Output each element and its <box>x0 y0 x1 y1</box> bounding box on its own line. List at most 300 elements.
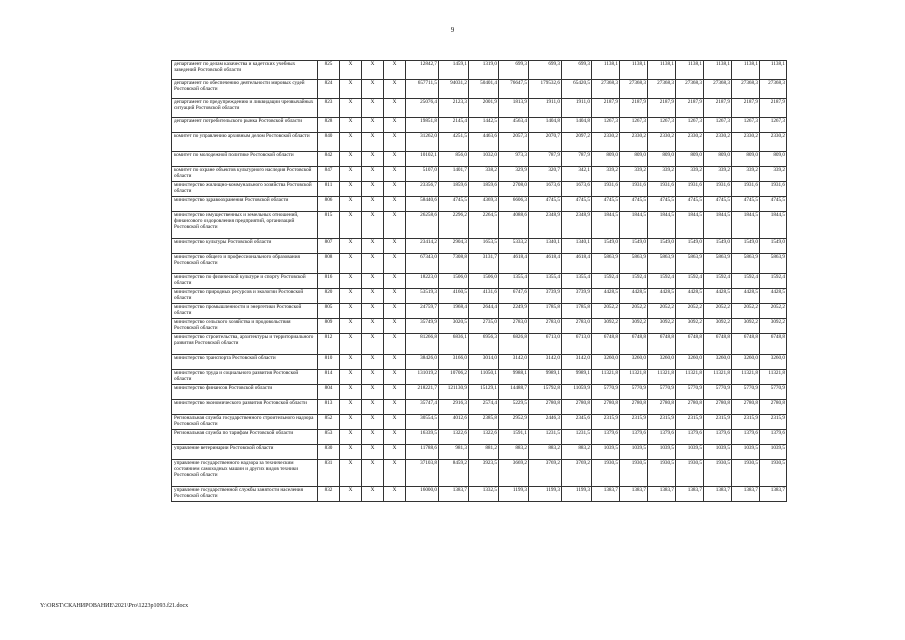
row-x1: X <box>340 430 362 445</box>
row-x2: X <box>362 430 384 445</box>
row-value: 11321,8 <box>648 370 676 385</box>
row-value: 1032,0 <box>469 152 499 167</box>
row-value: 2315,9 <box>704 415 732 430</box>
row-name: Региональная служба по тарифам Ростовской области <box>172 430 318 445</box>
row-value: 4745,5 <box>439 197 469 212</box>
row-value: 1592,4 <box>648 274 676 289</box>
row-value: 5863,9 <box>760 254 787 274</box>
row-x2: X <box>362 152 384 167</box>
row-value: 27368,3 <box>704 80 732 99</box>
row-value: 1138,1 <box>592 61 620 80</box>
row-value: 1549,0 <box>704 239 732 254</box>
row-x2: X <box>362 99 384 118</box>
row-value: 1379,6 <box>676 430 704 445</box>
row-value: 2348,9 <box>529 212 562 239</box>
row-value: 1549,0 <box>592 239 620 254</box>
row-value: 2187,9 <box>648 99 676 118</box>
row-code: 806 <box>318 197 340 212</box>
row-value: 4745,5 <box>648 197 676 212</box>
row-value: 809,0 <box>620 152 648 167</box>
row-x1: X <box>340 415 362 430</box>
row-value: 1138,1 <box>620 61 648 80</box>
row-value: 2187,9 <box>676 99 704 118</box>
row-x1: X <box>340 289 362 304</box>
row-value: 1549,0 <box>620 239 648 254</box>
row-name: комитет по молодежной политике Ростовской области <box>172 152 318 167</box>
row-value: 2315,9 <box>732 415 760 430</box>
row-value: 339,2 <box>620 167 648 182</box>
row-x3: X <box>384 254 406 274</box>
row-value: 2187,9 <box>620 99 648 118</box>
row-value: 4088,6 <box>499 212 529 239</box>
row-value: 9989,1 <box>529 370 562 385</box>
row-value: 1383,7 <box>592 487 620 502</box>
row-code: 810 <box>318 355 340 370</box>
row-name: департамент по делам казачества и кадетских учебных заведений Ростовской области <box>172 61 318 80</box>
row-value: 1138,1 <box>704 61 732 80</box>
row-value: 5770,9 <box>676 385 704 400</box>
row-value: 1844,5 <box>620 212 648 239</box>
row-value: 1673,6 <box>562 182 592 197</box>
row-value: 1383,7 <box>439 487 469 502</box>
table-row <box>172 304 787 319</box>
row-value: 27368,3 <box>676 80 704 99</box>
row-value: 11321,8 <box>676 370 704 385</box>
row-value: 4745,5 <box>562 197 592 212</box>
row-value: 2001,9 <box>469 99 499 118</box>
row-value: 4428,5 <box>620 289 648 304</box>
row-value: 15129,1 <box>469 385 499 400</box>
row-value: 67343,0 <box>406 254 439 274</box>
row-value: 3166,0 <box>439 355 469 370</box>
row-value: 1591,1 <box>499 430 529 445</box>
row-value: 329,9 <box>499 167 529 182</box>
row-value: 6748,8 <box>732 334 760 355</box>
table-row <box>172 415 787 430</box>
row-x1: X <box>340 99 362 118</box>
row-code: 814 <box>318 370 340 385</box>
row-value: 1355,4 <box>562 274 592 289</box>
row-x1: X <box>340 167 362 182</box>
row-value: 35749,9 <box>406 319 439 334</box>
row-value: 3739,9 <box>562 289 592 304</box>
row-value: 2783,0 <box>499 319 529 334</box>
table-body <box>172 61 787 502</box>
row-code: 820 <box>318 289 340 304</box>
row-value: 121130,9 <box>439 385 469 400</box>
row-value: 1844,5 <box>704 212 732 239</box>
row-value: 1844,5 <box>592 212 620 239</box>
row-value: 1340,1 <box>562 239 592 254</box>
row-value: 2330,2 <box>592 133 620 152</box>
row-name: министерство экономического развития Ростовской области <box>172 400 318 415</box>
row-code: 812 <box>318 334 340 355</box>
row-value: 856,0 <box>439 152 469 167</box>
row-x3: X <box>384 460 406 487</box>
row-value: 2057,3 <box>499 133 529 152</box>
row-value: 4428,5 <box>676 289 704 304</box>
row-name: министерство транспорта Ростовской области <box>172 355 318 370</box>
row-value: 4012,6 <box>439 415 469 430</box>
row-value: 4428,5 <box>704 289 732 304</box>
row-value: 2187,9 <box>704 99 732 118</box>
row-x3: X <box>384 133 406 152</box>
row-x3: X <box>384 319 406 334</box>
row-x3: X <box>384 304 406 319</box>
row-x2: X <box>362 182 384 197</box>
row-value: 1379,6 <box>592 430 620 445</box>
row-value: 1379,6 <box>760 430 787 445</box>
row-name: департамент по обеспечению деятельности мировых судей Ростовской области <box>172 80 318 99</box>
row-value: 2574,4 <box>469 400 499 415</box>
row-x3: X <box>384 430 406 445</box>
row-value: 1383,7 <box>732 487 760 502</box>
row-value: 339,2 <box>704 167 732 182</box>
row-value: 2052,2 <box>592 304 620 319</box>
row-x1: X <box>340 400 362 415</box>
row-value: 1199,3 <box>499 487 529 502</box>
row-x3: X <box>384 445 406 460</box>
row-x2: X <box>362 167 384 182</box>
row-value: 1383,7 <box>620 487 648 502</box>
row-value: 1653,5 <box>469 239 499 254</box>
row-name: управление государственной службы занятости населения Ростовской области <box>172 487 318 502</box>
row-value: 16000,0 <box>406 487 439 502</box>
table-row <box>172 197 787 212</box>
row-value: 9989,1 <box>562 370 592 385</box>
row-value: 3092,2 <box>732 319 760 334</box>
row-value: 339,2 <box>648 167 676 182</box>
row-code: 828 <box>318 118 340 133</box>
row-x2: X <box>362 334 384 355</box>
row-value: 3142,0 <box>499 355 529 370</box>
row-x3: X <box>384 400 406 415</box>
budget-table <box>171 60 787 502</box>
row-value: 2952,9 <box>499 415 529 430</box>
row-value: 2780,8 <box>760 400 787 415</box>
row-value: 1813,9 <box>499 99 529 118</box>
row-value: 2330,2 <box>676 133 704 152</box>
row-value: 2296,2 <box>439 212 469 239</box>
row-x3: X <box>384 239 406 254</box>
table-row <box>172 445 787 460</box>
row-value: 2330,2 <box>732 133 760 152</box>
table-row <box>172 118 787 133</box>
row-value: 1138,1 <box>760 61 787 80</box>
row-value: 2783,0 <box>562 319 592 334</box>
row-value: 1592,4 <box>620 274 648 289</box>
row-value: 1404,8 <box>529 118 562 133</box>
row-value: 3131,7 <box>469 254 499 274</box>
row-value: 4745,5 <box>620 197 648 212</box>
row-value: 3092,2 <box>760 319 787 334</box>
row-value: 18223,0 <box>406 274 439 289</box>
row-x3: X <box>384 197 406 212</box>
row-value: 2780,8 <box>704 400 732 415</box>
row-value: 2315,9 <box>620 415 648 430</box>
row-value: 3923,5 <box>469 460 499 487</box>
row-value: 1930,5 <box>760 460 787 487</box>
row-value: 1785,8 <box>529 304 562 319</box>
row-value: 3092,2 <box>648 319 676 334</box>
row-value: 19851,8 <box>406 118 439 133</box>
row-value: 2446,3 <box>529 415 562 430</box>
row-value: 4618,4 <box>562 254 592 274</box>
row-x2: X <box>362 415 384 430</box>
row-x1: X <box>340 118 362 133</box>
row-value: 3092,2 <box>676 319 704 334</box>
table-row <box>172 355 787 370</box>
row-name: министерство сельского хозяйства и продовольствия Ростовской области <box>172 319 318 334</box>
row-value: 2345,6 <box>562 415 592 430</box>
row-name: комитет по управлению архивным делом Ростовской области <box>172 133 318 152</box>
row-x3: X <box>384 99 406 118</box>
row-value: 27368,3 <box>592 80 620 99</box>
row-value: 1931,6 <box>648 182 676 197</box>
row-code: 842 <box>318 152 340 167</box>
row-x1: X <box>340 355 362 370</box>
row-value: 1039,5 <box>676 445 704 460</box>
row-value: 2644,4 <box>469 304 499 319</box>
row-value: 1506,0 <box>439 274 469 289</box>
row-value: 657711,5 <box>406 80 439 99</box>
row-code: 825 <box>318 61 340 80</box>
row-name: министерство промышленности и энергетики Ростовской области <box>172 304 318 319</box>
row-x2: X <box>362 80 384 99</box>
row-value: 1267,3 <box>732 118 760 133</box>
row-value: 81266,8 <box>406 334 439 355</box>
row-value: 9988,1 <box>499 370 529 385</box>
row-value: 881,2 <box>469 445 499 460</box>
row-value: 5863,9 <box>592 254 620 274</box>
row-x1: X <box>340 370 362 385</box>
row-value: 1931,6 <box>620 182 648 197</box>
table-row <box>172 152 787 167</box>
table-row <box>172 487 787 502</box>
row-value: 4745,5 <box>529 197 562 212</box>
file-path-footer: Y:\ORST\СКАНИРОВАНИЕ\2021\Pro\1223p1093.f21.docx <box>40 603 189 609</box>
row-value: 3020,5 <box>439 319 469 334</box>
row-value: 24759,7 <box>406 304 439 319</box>
row-x1: X <box>340 182 362 197</box>
row-value: 11321,8 <box>592 370 620 385</box>
row-value: 1267,3 <box>648 118 676 133</box>
row-value: 65420,5 <box>562 80 592 99</box>
row-value: 27368,3 <box>732 80 760 99</box>
row-x3: X <box>384 80 406 99</box>
row-name: министерство культуры Ростовской области <box>172 239 318 254</box>
row-value: 4745,5 <box>704 197 732 212</box>
row-name: министерство имущественных и земельных отношений, финансового оздоровления предприятий, организаций Ростовской области <box>172 212 318 239</box>
row-value: 2330,2 <box>620 133 648 152</box>
row-value: 342,1 <box>562 167 592 182</box>
row-value: 2780,8 <box>592 400 620 415</box>
row-name: министерство общего и профессионального образования Ростовской области <box>172 254 318 274</box>
row-value: 11059,9 <box>562 385 592 400</box>
row-x2: X <box>362 239 384 254</box>
row-value: 699,3 <box>499 61 529 80</box>
row-x2: X <box>362 118 384 133</box>
row-value: 699,3 <box>529 61 562 80</box>
row-value: 1844,5 <box>732 212 760 239</box>
row-value: 16339,5 <box>406 430 439 445</box>
row-value: 1138,1 <box>676 61 704 80</box>
row-value: 1199,3 <box>562 487 592 502</box>
row-code: 809 <box>318 319 340 334</box>
row-x2: X <box>362 133 384 152</box>
row-value: 1039,5 <box>592 445 620 460</box>
row-name: управление государственного надзора за техническим состоянием самоходных машин и других видов техники Ростовской области <box>172 460 318 487</box>
row-value: 2916,3 <box>439 400 469 415</box>
row-value: 1379,6 <box>704 430 732 445</box>
row-value: 2249,9 <box>499 304 529 319</box>
row-value: 58440,6 <box>406 197 439 212</box>
row-code: 852 <box>318 415 340 430</box>
row-value: 1442,5 <box>469 118 499 133</box>
row-x1: X <box>340 385 362 400</box>
row-value: 2187,9 <box>592 99 620 118</box>
row-value: 38426,0 <box>406 355 439 370</box>
table-row <box>172 80 787 99</box>
row-value: 2385,8 <box>469 415 499 430</box>
row-value: 1930,5 <box>732 460 760 487</box>
row-x2: X <box>362 289 384 304</box>
row-value: 2097,2 <box>562 133 592 152</box>
row-x2: X <box>362 355 384 370</box>
table-row <box>172 289 787 304</box>
row-value: 6748,8 <box>676 334 704 355</box>
row-value: 4428,5 <box>732 289 760 304</box>
page-number: 9 <box>450 26 455 34</box>
table-row <box>172 370 787 385</box>
row-value: 1859,6 <box>469 182 499 197</box>
row-x2: X <box>362 460 384 487</box>
row-value: 1592,4 <box>760 274 787 289</box>
row-value: 1138,1 <box>732 61 760 80</box>
row-value: 4369,3 <box>469 197 499 212</box>
row-value: 5863,9 <box>704 254 732 274</box>
row-value: 5770,9 <box>732 385 760 400</box>
row-value: 27368,3 <box>648 80 676 99</box>
row-x3: X <box>384 274 406 289</box>
row-value: 809,0 <box>760 152 787 167</box>
row-code: 831 <box>318 460 340 487</box>
row-value: 4745,5 <box>760 197 787 212</box>
row-code: 853 <box>318 430 340 445</box>
table-row <box>172 400 787 415</box>
row-value: 3769,2 <box>562 460 592 487</box>
row-x3: X <box>384 152 406 167</box>
row-value: 1383,7 <box>648 487 676 502</box>
row-value: 2052,2 <box>648 304 676 319</box>
row-value: 1549,0 <box>760 239 787 254</box>
row-code: 823 <box>318 99 340 118</box>
row-value: 2315,9 <box>592 415 620 430</box>
table-row <box>172 319 787 334</box>
row-x2: X <box>362 385 384 400</box>
row-code: 832 <box>318 487 340 502</box>
row-value: 131019,2 <box>406 370 439 385</box>
row-x1: X <box>340 304 362 319</box>
row-x2: X <box>362 254 384 274</box>
row-value: 2315,9 <box>760 415 787 430</box>
row-x3: X <box>384 415 406 430</box>
row-value: 30554,5 <box>406 415 439 430</box>
row-value: 4428,5 <box>760 289 787 304</box>
table-row <box>172 182 787 197</box>
row-value: 4618,4 <box>529 254 562 274</box>
row-value: 11321,8 <box>704 370 732 385</box>
row-value: 2052,2 <box>732 304 760 319</box>
row-value: 2315,9 <box>676 415 704 430</box>
row-x3: X <box>384 182 406 197</box>
row-value: 5770,9 <box>620 385 648 400</box>
row-value: 5770,9 <box>592 385 620 400</box>
row-x3: X <box>384 61 406 80</box>
row-value: 1383,7 <box>760 487 787 502</box>
row-value: 3260,0 <box>732 355 760 370</box>
row-value: 1199,3 <box>529 487 562 502</box>
row-x3: X <box>384 334 406 355</box>
row-x1: X <box>340 487 362 502</box>
row-value: 11788,6 <box>406 445 439 460</box>
row-code: 830 <box>318 445 340 460</box>
row-value: 1592,4 <box>592 274 620 289</box>
row-value: 2145,4 <box>439 118 469 133</box>
row-value: 787,9 <box>562 152 592 167</box>
row-value: 5770,9 <box>648 385 676 400</box>
row-value: 2330,2 <box>760 133 787 152</box>
row-x1: X <box>340 61 362 80</box>
row-value: 3142,0 <box>562 355 592 370</box>
row-value: 50401,4 <box>469 80 499 99</box>
table-row <box>172 460 787 487</box>
table-row <box>172 99 787 118</box>
row-value: 4131,6 <box>469 289 499 304</box>
row-x1: X <box>340 254 362 274</box>
row-x2: X <box>362 61 384 80</box>
row-value: 6748,8 <box>592 334 620 355</box>
row-value: 2330,2 <box>704 133 732 152</box>
row-value: 1379,6 <box>620 430 648 445</box>
row-value: 809,0 <box>648 152 676 167</box>
row-x2: X <box>362 487 384 502</box>
table-row <box>172 212 787 239</box>
row-value: 1039,5 <box>760 445 787 460</box>
row-x3: X <box>384 118 406 133</box>
row-code: 808 <box>318 254 340 274</box>
row-value: 4160,5 <box>439 289 469 304</box>
table-row <box>172 430 787 445</box>
row-value: 1383,7 <box>676 487 704 502</box>
row-value: 179532,6 <box>529 80 562 99</box>
row-value: 1322,6 <box>469 430 499 445</box>
row-value: 809,0 <box>592 152 620 167</box>
row-value: 10706,2 <box>439 370 469 385</box>
table-row <box>172 133 787 152</box>
row-value: 2735,0 <box>469 319 499 334</box>
row-value: 2052,2 <box>704 304 732 319</box>
row-x2: X <box>362 212 384 239</box>
row-value: 3142,0 <box>529 355 562 370</box>
row-value: 4618,4 <box>499 254 529 274</box>
row-value: 1039,5 <box>648 445 676 460</box>
row-value: 1592,4 <box>732 274 760 289</box>
row-x1: X <box>340 197 362 212</box>
row-value: 11321,8 <box>732 370 760 385</box>
row-value: 1267,3 <box>760 118 787 133</box>
row-value: 320,7 <box>529 167 562 182</box>
